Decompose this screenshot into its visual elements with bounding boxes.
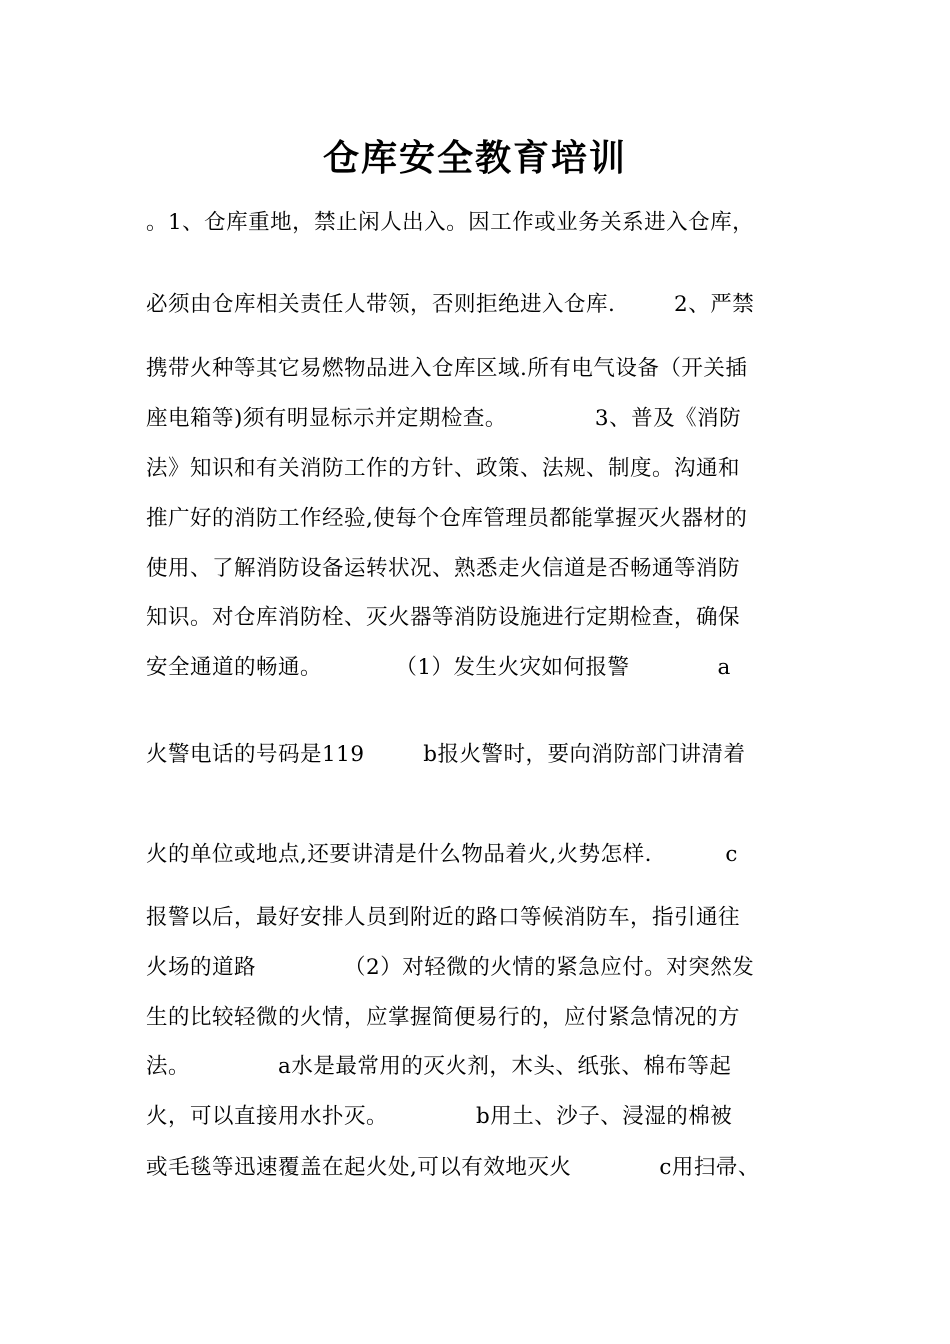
body-line: 火的单位或地点,还要讲清是什么物品着火,火势怎样. c xyxy=(146,842,738,867)
body-line: 火，可以直接用水扑灭。 b用土、沙子、浸湿的棉被 xyxy=(146,1104,733,1129)
body-line: 推广好的消防工作经验,使每个仓库管理员都能掌握灭火器材的 xyxy=(146,506,748,531)
body-line: 法。 a水是最常用的灭火剂，木头、纸张、棉布等起 xyxy=(146,1054,732,1079)
body-line: 携带火种等其它易燃物品进入仓库区域.所有电气设备（开关插 xyxy=(146,356,748,381)
body-line: 座电箱等)须有明显标示并定期检查。 3、普及《消防 xyxy=(146,406,742,431)
body-line: 知识。对仓库消防栓、灭火器等消防设施进行定期检查，确保 xyxy=(146,605,741,630)
body-line: 。1、仓库重地，禁止闲人出入。因工作或业务关系进入仓库， xyxy=(146,210,755,235)
body-line: 火场的道路 （2）对轻微的火情的紧急应付。对突然发 xyxy=(146,955,755,980)
body-line: 报警以后，最好安排人员到附近的路口等候消防车，指引通往 xyxy=(146,905,741,930)
body-line: 火警电话的号码是119 b报火警时，要向消防部门讲清着 xyxy=(146,742,746,767)
body-line: 生的比较轻微的火情，应掌握简便易行的，应付紧急情况的方 xyxy=(146,1005,741,1030)
body-line: 安全通道的畅通。 （1）发生火灾如何报警 a xyxy=(146,655,731,680)
document-title: 仓库安全教育培训 xyxy=(322,137,627,179)
body-line: 必须由仓库相关责任人带领，否则拒绝进入仓库. 2、严禁 xyxy=(146,292,755,317)
body-line: 或毛毯等迅速覆盖在起火处,可以有效地灭火 c用扫帚、 xyxy=(146,1155,760,1180)
body-line: 使用、了解消防设备运转状况、熟悉走火信道是否畅通等消防 xyxy=(146,556,741,581)
body-line: 法》知识和有关消防工作的方针、政策、法规、制度。沟通和 xyxy=(146,456,741,481)
